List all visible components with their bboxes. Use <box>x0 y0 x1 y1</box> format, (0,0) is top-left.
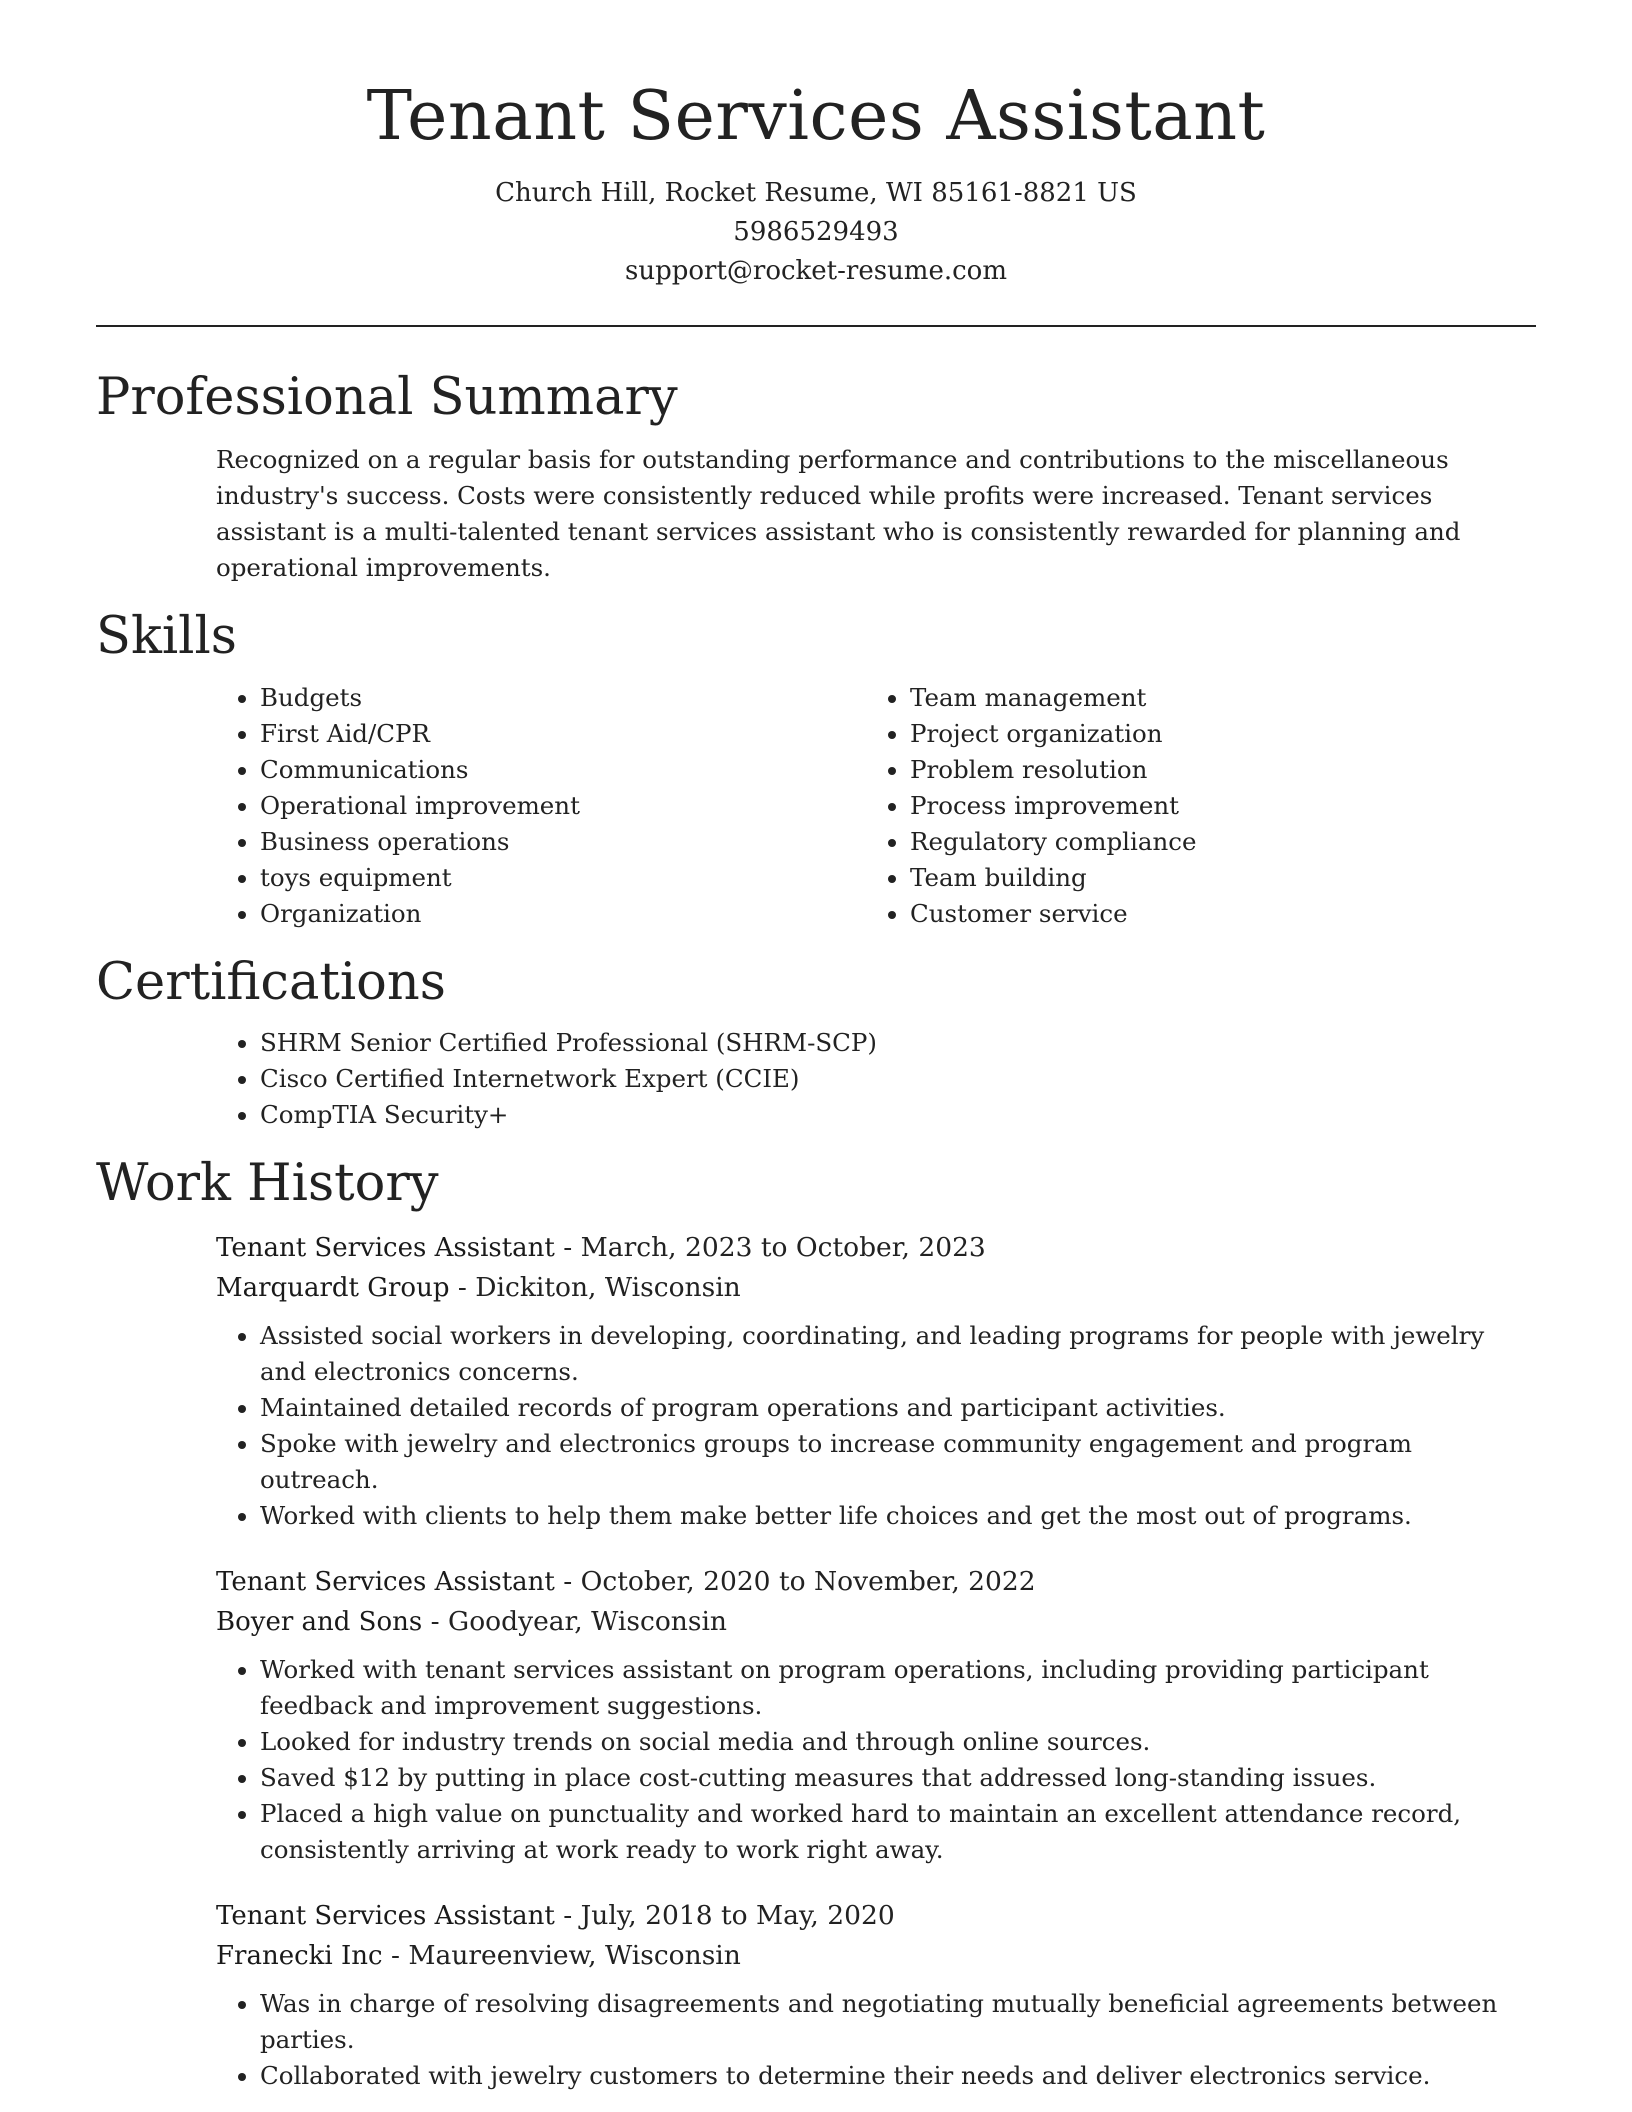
job-entry <box>216 1562 1536 1868</box>
skills-column-right <box>866 680 1516 932</box>
job-dates: - March, 2023 to October, 2023 <box>554 1231 986 1263</box>
header-divider <box>96 325 1536 327</box>
job-entry <box>216 1896 1536 2094</box>
job-title-line <box>216 1562 1536 1602</box>
certifications-title: Certifications <box>96 952 446 1012</box>
job-company-line <box>216 1268 1536 1308</box>
summary-title: Professional Summary <box>96 368 678 428</box>
job-dates: - July, 2018 to May, 2020 <box>554 1899 895 1931</box>
skills-title: Skills <box>96 607 237 667</box>
work-history-body <box>96 1228 1536 2094</box>
skills-section <box>96 606 1536 931</box>
skills-list-right <box>866 680 1516 932</box>
skill-item: • Problem resolution <box>910 752 1516 788</box>
job-role: Tenant Services Assistant <box>216 1232 555 1263</box>
skill-item: • Communications <box>260 752 866 788</box>
skill-item: • First Aid/CPR <box>260 716 866 752</box>
job-role: Tenant Services Assistant <box>216 1900 555 1931</box>
skill-item: • Team building <box>910 860 1516 896</box>
skills-list-left <box>216 680 866 932</box>
certification-item: • SHRM Senior Certified Professional (SHRM-SCP) <box>260 1025 1536 1061</box>
summary-text: Recognized on a regular basis for outstanding performance and contributions to the miscellaneous industry's success. Costs were consistently reduced while profits were increased. Tenant services assistant is a multi-talented tenant services assistant who is consistently rewarded for planning and operational improvements. <box>216 445 1461 583</box>
job-company: Franecki Inc <box>216 1940 383 1971</box>
contact-block <box>96 174 1536 291</box>
skill-item: • Organization <box>260 896 866 932</box>
candidate-name: Tenant Services Assistant <box>366 77 1266 156</box>
skill-item: • Customer service <box>910 896 1516 932</box>
job-bullet: • Placed a high value on punctuality and worked hard to maintain an excellent attendance record, consistently arriving at work ready to work right away. <box>260 1796 1536 1868</box>
job-bullets <box>216 1652 1536 1868</box>
skill-item: • Business operations <box>260 824 866 860</box>
job-company: Marquardt Group <box>216 1272 450 1303</box>
skill-item: • toys equipment <box>260 860 866 896</box>
job-location: - Goodyear, Wisconsin <box>422 1605 727 1637</box>
job-company-line <box>216 1936 1536 1976</box>
skills-column-left <box>216 680 866 932</box>
job-bullet: • Worked with clients to help them make better life choices and get the most out of programs. <box>260 1498 1536 1534</box>
resume-header <box>96 0 1536 291</box>
job-bullet: • Looked for industry trends on social media and through online sources. <box>260 1724 1536 1760</box>
job-bullet: • Worked with tenant services assistant on program operations, including providing participant feedback and improvement suggestions. <box>260 1652 1536 1724</box>
certification-item: • CompTIA Security+ <box>260 1097 1536 1133</box>
certifications-section <box>96 952 1536 1133</box>
job-company-line <box>216 1602 1536 1642</box>
summary-body <box>96 442 1536 586</box>
job-bullet: • Collaborated with jewelry customers to determine their needs and deliver electronics service. <box>260 2058 1536 2094</box>
address: Church Hill, Rocket Resume, WI 85161-8821 US <box>495 178 1137 209</box>
certifications-body <box>96 1025 1536 1133</box>
work-history-title: Work History <box>96 1153 439 1213</box>
job-bullets <box>216 1318 1536 1534</box>
job-role: Tenant Services Assistant <box>216 1566 555 1597</box>
skill-item: • Regulatory compliance <box>910 824 1516 860</box>
certification-item: • Cisco Certified Internetwork Expert (CCIE) <box>260 1061 1536 1097</box>
job-entry <box>216 1228 1536 1534</box>
job-bullet: • Saved $12 by putting in place cost-cutting measures that addressed long-standing issues. <box>260 1760 1536 1796</box>
job-location: - Dickiton, Wisconsin <box>449 1271 741 1303</box>
job-location: - Maureenview, Wisconsin <box>382 1939 741 1971</box>
job-dates: - October, 2020 to November, 2022 <box>554 1565 1036 1597</box>
skill-item: • Project organization <box>910 716 1516 752</box>
job-bullet: • Assisted social workers in developing, coordinating, and leading programs for people with jewelry and electronics concerns. <box>260 1318 1536 1390</box>
email: support@rocket-resume.com <box>624 256 1007 287</box>
summary-section <box>96 367 1536 586</box>
job-bullet: • Spoke with jewelry and electronics groups to increase community engagement and program outreach. <box>260 1426 1536 1498</box>
skill-item: • Team management <box>910 680 1516 716</box>
job-bullet: • Maintained detailed records of program operations and participant activities. <box>260 1390 1536 1426</box>
job-title-line <box>216 1896 1536 1936</box>
skill-item: • Operational improvement <box>260 788 866 824</box>
job-bullet: • Was in charge of resolving disagreements and negotiating mutually beneficial agreements between parties. <box>260 1986 1536 2058</box>
skill-item: • Budgets <box>260 680 866 716</box>
certifications-list <box>216 1025 1536 1133</box>
phone: 5986529493 <box>733 217 899 248</box>
job-title-line <box>216 1228 1536 1268</box>
skill-item: • Process improvement <box>910 788 1516 824</box>
skills-grid <box>96 680 1536 932</box>
job-bullets <box>216 1986 1536 2094</box>
job-company: Boyer and Sons <box>216 1606 423 1637</box>
work-history-section <box>96 1153 1536 2094</box>
